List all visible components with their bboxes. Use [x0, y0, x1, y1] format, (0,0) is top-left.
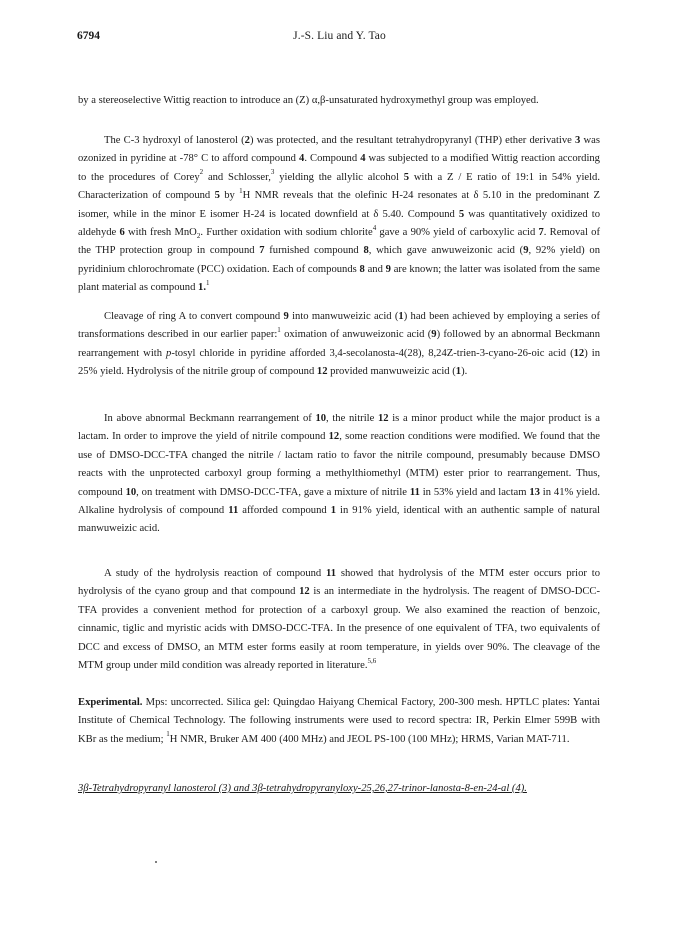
paragraph-text: The C-3 hydroxyl of lanosterol (2) was protected, and the resultant tetrahydropyranyl (THP) ether derivative 3 was ozonized in pyridine at -78° C to afford compound 4. Compound 4 was subjected to a modified Wittig reaction according to the procedures of Corey$^2$ and Schlosser,$^3$ yielding the allylic alcohol 5 with a Z / E ratio of 19:1 in 54% yield. Characterization of compound 5 by $^1$H NMR reveals that the olefinic H-24 resonates at δ 5.10 in the predominant Z isomer, while in the minor E isomer H-24 is located downfield at δ 5.40. Compound 5 was quantitatively oxidized to aldehyde 6 with fresh MnO$_2$. Further oxidation with sodium chlorite$^4$ gave a 90% yield of carboxylic acid 7. Removal of the THP protection group in compound 7 furnished compound 8, which gave anwuweizonic acid (9, 92% yield) on pyridinium chlorochromate (PCC) oxidation. Each of compounds 8 and 9 are known; the latter was isolated from the same plant material as compound 1.$^1$	[78, 135, 601, 294]
experimental-heading: Experimental.	[78, 697, 143, 708]
paragraph-text: Cleavage of ring A to convert compound 9 into manwuweizic acid (1) had been achieved by employing a series of transformations described in our earlier paper:$^1$ oximation of anwuweizonic acid (9) followed by an abnormal Beckmann rearrangement with p-tosyl chloride in pyridine afforded 3,4-secolanosta-4(28), 8,24Z-trien-3-cyano-26-oic acid (12) in 25% yield. Hydrolysis of the nitrile group of compound 12 provided manwuweizic acid (1).	[78, 311, 600, 378]
page-number: 6794	[77, 30, 100, 42]
paragraph-beckmann	[78, 410, 600, 539]
paragraph-subheading	[78, 780, 600, 798]
paragraph-synthesis	[78, 132, 600, 298]
running-head: J.-S. Liu and Y. Tao	[293, 30, 386, 42]
paragraph-text: Experimental. Mps: uncorrected. Silica gel: Quingdao Haiyang Chemical Factory, 200-300 mesh. HPTLC plates: Yantai Institute of Chemical Technology. The following instruments were used to record spectra: IR, Perkin Elmer 599B with KBr as the medium; $^1$H NMR, Bruker AM 400 (400 MHz) and JEOL PS-100 (100 MHz); HRMS, Varian MAT-711.	[78, 697, 600, 745]
paragraph-experimental	[78, 694, 600, 749]
page-header	[77, 30, 602, 44]
paragraph-text: A study of the hydrolysis reaction of compound 11 showed that hydrolysis of the MTM ester occurs prior to hydrolysis of the cyano group and that compound 12 is an intermediate in the hydrolysis. The reagent of DMSO-DCC-TFA provides a convenient method for protection of a carboxyl group. We also examined the reaction of benzoic, cinnamic, tiglic and myristic acids with DMSO-DCC-TFA. In the presence of one equivalent of TFA, two equivalents of DCC and excess of DMSO, an MTM ester forms easily at room temperature, in yields over 90%. The cleavage of the MTM group under mild condition was already reported in literature.$^{5,6}$	[78, 568, 600, 672]
paragraph-ring-cleavage	[78, 308, 600, 382]
paragraph-continuation	[78, 92, 600, 110]
speck-mark	[155, 861, 157, 863]
paragraph-text: In above abnormal Beckmann rearrangement of 10, the nitrile 12 is a minor product while the major product is a lactam. In order to improve the yield of nitrile compound 12, some reaction conditions were modified. We found that the use of DMSO-DCC-TFA changed the nitrile / lactam ratio to favor the nitrile compound, presumably because DMSO reacts with the unprotected carboxyl group forming a methylthiomethyl (MTM) ester prior to rearrangement. Thus, compound 10, on treatment with DMSO-DCC-TFA, gave a mixture of nitrile 11 in 53% yield and lactam 13 in 41% yield. Alkaline hydrolysis of compound 11 afforded compound 1 in 91% yield, identical with an authentic sample of natural manwuweizic acid.	[78, 413, 601, 535]
paragraph-text: by a stereoselective Wittig reaction to introduce an (Z) α,β-unsaturated hydroxymethyl group was employed.	[78, 95, 539, 106]
paragraph-hydrolysis-study	[78, 565, 600, 675]
compound-subheading: 3β-Tetrahydropyranyl lanosterol (3) and 3β-tetrahydropyranyloxy-25,26,27-trinor-lanosta-8-en-24-al (4).	[78, 783, 527, 794]
